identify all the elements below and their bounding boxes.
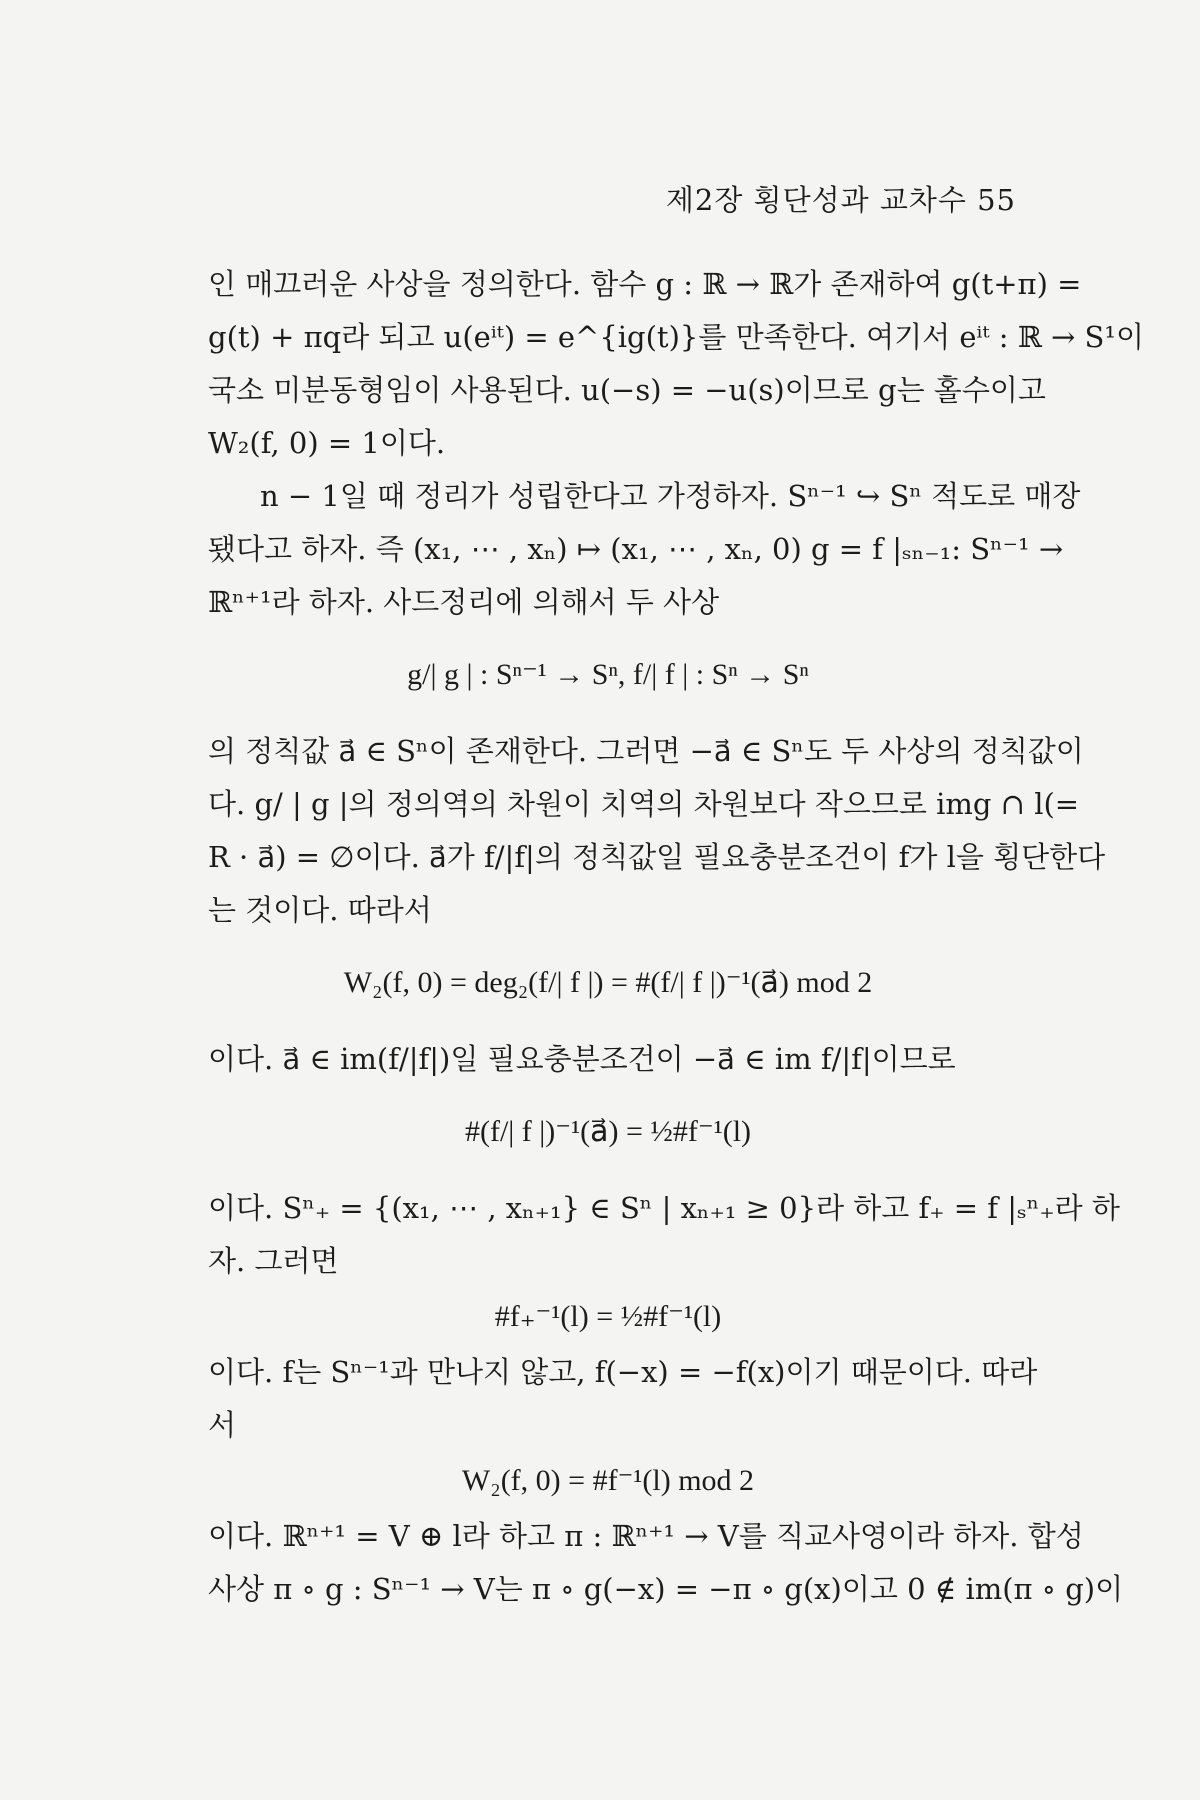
display-equation: W₂(f, 0) = deg₂(f/| f |) = #(f/| f |)⁻¹(a⃗) mod 2	[343, 966, 873, 999]
display-equation: #(f/| f |)⁻¹(a⃗) = ½#f⁻¹(l)	[464, 1115, 752, 1148]
text-line: 서	[208, 1408, 237, 1442]
text-line: 는 것이다. 따라서	[208, 893, 432, 927]
text-line: 자. 그러면	[208, 1244, 339, 1278]
text-line: 인 매끄러운 사상을 정의한다. 함수 g : ℝ → ℝ가 존재하여 g(t+π) =	[208, 267, 1082, 301]
text-line: 이다. f는 Sⁿ⁻¹과 만나지 않고, f(−x) = −f(x)이기 때문이다. 따라	[208, 1355, 1038, 1389]
text-line: 의 정칙값 a⃗ ∈ Sⁿ이 존재한다. 그러면 −a⃗ ∈ Sⁿ도 두 사상의 정칙값이	[208, 734, 1084, 768]
text-line: 이다. ℝⁿ⁺¹ = V ⊕ l라 하고 π : ℝⁿ⁺¹ → V를 직교사영이라 하자. 합성	[208, 1519, 1084, 1553]
text-line: 국소 미분동형임이 사용된다. u(−s) = −u(s)이므로 g는 홀수이고	[208, 373, 1046, 407]
text-line: ℝⁿ⁺¹라 하자. 사드정리에 의해서 두 사상	[208, 585, 720, 619]
text-line: 이다. a⃗ ∈ im(f/|f|)일 필요충분조건이 −a⃗ ∈ im f/|f|이므로	[208, 1042, 956, 1076]
display-equation: g/| g | : Sⁿ⁻¹ → Sⁿ, f/| f | : Sⁿ → Sⁿ	[407, 658, 809, 691]
text-line: 사상 π ∘ g : Sⁿ⁻¹ → V는 π ∘ g(−x) = −π ∘ g(x)이고 0 ∉ im(π ∘ g)이	[208, 1572, 1124, 1606]
text-line: R · a⃗) = ∅이다. a⃗가 f/|f|의 정칙값일 필요충분조건이 f가 l을 횡단한다	[208, 840, 1106, 874]
display-equation: W₂(f, 0) = #f⁻¹(l) mod 2	[461, 1464, 755, 1497]
text-line: 다. g/ | g |의 정의역의 차원이 치역의 차원보다 작으므로 img ∩ l(=	[208, 787, 1080, 821]
running-header: 제2장 횡단성과 교차수 55	[665, 183, 1016, 217]
text-line: 이다. Sⁿ₊ = {(x₁, ⋯ , xₙ₊₁} ∈ Sⁿ | xₙ₊₁ ≥ 0}라 하고 f₊ = f |ₛⁿ₊라 하	[208, 1191, 1120, 1225]
text-line: W₂(f, 0) = 1이다.	[208, 426, 446, 460]
text-line: n − 1일 때 정리가 성립한다고 가정하자. Sⁿ⁻¹ ↪ Sⁿ 적도로 매장	[260, 479, 1081, 513]
text-line: g(t) + πq라 되고 u(eⁱᵗ) = e^{ig(t)}를 만족한다. 여기서 eⁱᵗ : ℝ → S¹이	[208, 320, 1145, 354]
text-line: 됐다고 하자. 즉 (x₁, ⋯ , xₙ) ↦ (x₁, ⋯ , xₙ, 0) g = f |ₛₙ₋₁: Sⁿ⁻¹ →	[208, 532, 1064, 566]
display-equation: #f₊⁻¹(l) = ½#f⁻¹(l)	[494, 1300, 722, 1333]
page-body	[208, 258, 1145, 1616]
